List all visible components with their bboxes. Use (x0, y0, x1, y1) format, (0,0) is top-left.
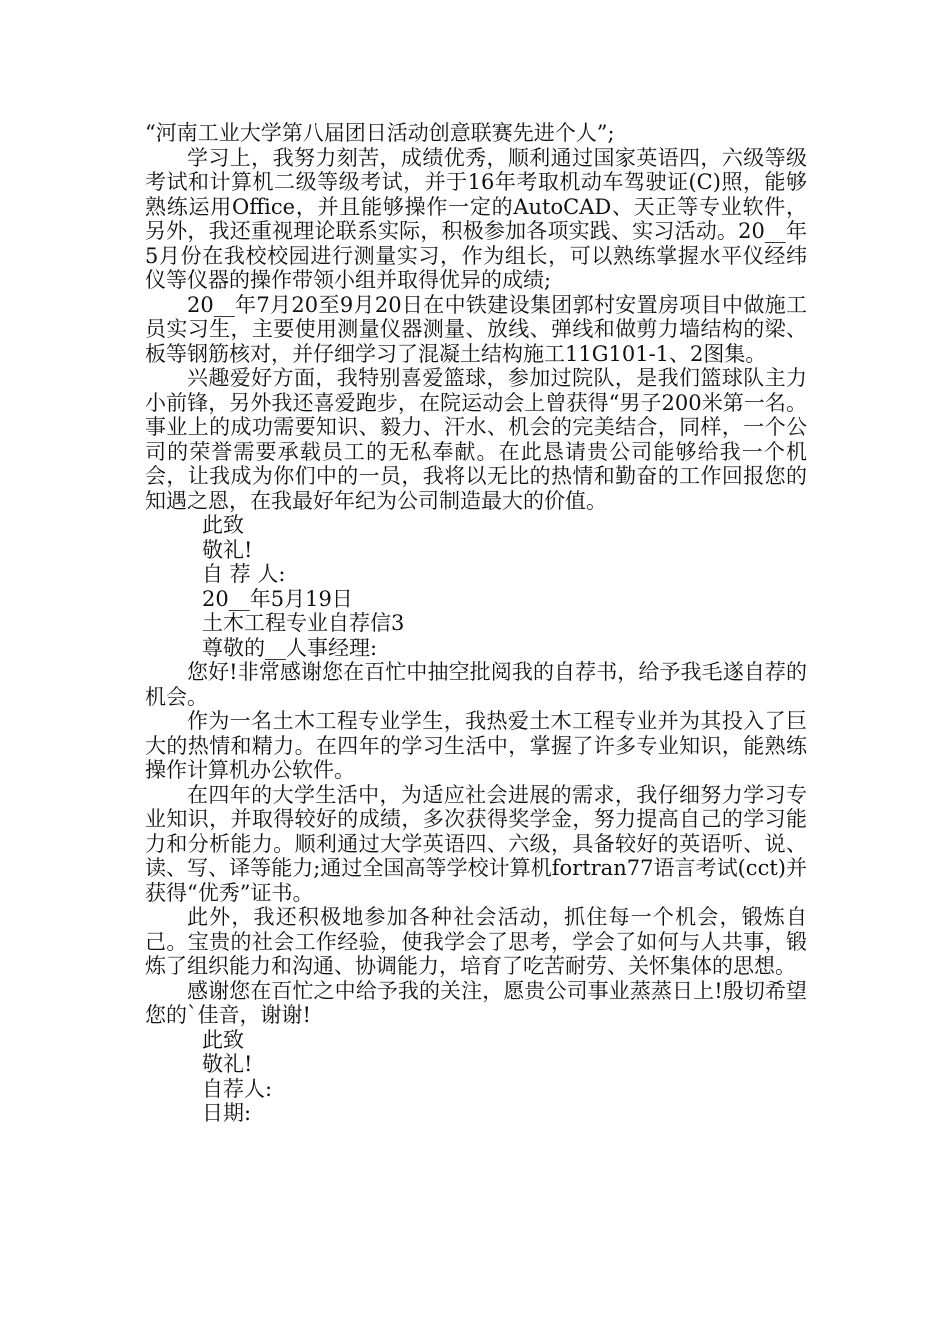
paragraph-award: “河南工业大学第八届团日活动创意联赛先进个人”; (145, 121, 615, 145)
closing-salutation: 此致 (202, 513, 244, 537)
paragraph-study: 学习上，我努力刻苦，成绩优秀，顺利通过国家英语四，六级等级考试和计算机二级等级考试，并于16年考取机动车驾驶证(C)照，能够熟练运用Office，并且能够操作一定的AutoCAD、天正等专业软件，另外，我还重视理论联系实际，积极参加各项实践、实习活动。20__年5月份在我校校园进行测量实习，作为组长，可以熟练掌握水平仪经纬仪等仪器的操作带领小组并取得优异的成绩; (145, 145, 807, 292)
paragraph-hobbies: 兴趣爱好方面，我特别喜爱篮球，参加过院队，是我们篮球队主力小前锋，另外我还喜爱跑步，在院运动会上曾获得“男子200米第一名。事业上的成功需要知识、毅力、汗水、机会的完美结合，同样，一个公司的荣誉需要承载员工的无私奉献。在此恳请贵公司能够给我一个机会，让我成为你们中的一员，我将以无比的热情和勤奋的工作回报您的知遇之恩，在我最好年纪为公司制造最大的价值。 (145, 366, 807, 513)
signature-label-2: 自荐人: (202, 1076, 273, 1101)
paragraph-university: 在四年的大学生活中，为适应社会进展的需求，我仔细努力学习专业知识，并取得较好的成绩，多次获得奖学金，努力提高自己的学习能力和分析能力。顺利通过大学英语四、六级，具备较好的英语听、说、读、写、译等能力;通过全国高等学校计算机fortran77语言考试(cct)并获得“优秀”证书。 (145, 782, 807, 905)
closing-regards: 敬礼! (202, 537, 253, 562)
paragraph-activities: 此外，我还积极地参加各种社会活动，抓住每一个机会，锻炼自己。宝贵的社会工作经验，使我学会了思考，学会了如何与人共事，锻炼了组织能力和沟通、协调能力，培育了吃苦耐劳、关怀集体的思想。 (145, 905, 807, 978)
paragraph-major: 作为一名土木工程专业学生，我热爱土木工程专业并为其投入了巨大的热情和精力。在四年的学习生活中，掌握了许多专业知识，能熟练操作计算机办公软件。 (145, 709, 807, 782)
date-label: 日期: (202, 1101, 252, 1125)
paragraph-internship: 20__年7月20至9月20日在中铁建设集团郭村安置房项目中做施工员实习生，主要使用测量仪器测量、放线、弹线和做剪力墙结构的梁、板等钢筋核对，并仔细学习了混凝土结构施工11G101-1、2图集。 (145, 292, 807, 366)
paragraph-thanks: 感谢您在百忙之中给予我的关注，愿贵公司事业蒸蒸日上!殷切希望您的`佳音，谢谢! (145, 978, 807, 1027)
closing-salutation-2: 此致 (202, 1027, 244, 1052)
document-body (145, 121, 807, 1126)
section-heading: 土木工程专业自荐信3 (202, 611, 405, 635)
closing-regards-2: 敬礼! (202, 1052, 253, 1076)
letter-greeting: 尊敬的__人事经理: (202, 635, 378, 660)
paragraph-opening: 您好!非常感谢您在百忙中抽空批阅我的自荐书，给予我毛遂自荐的机会。 (145, 660, 807, 709)
letter-date: 20__年5月19日 (202, 586, 353, 611)
signature-label: 自 荐 人: (202, 562, 286, 586)
